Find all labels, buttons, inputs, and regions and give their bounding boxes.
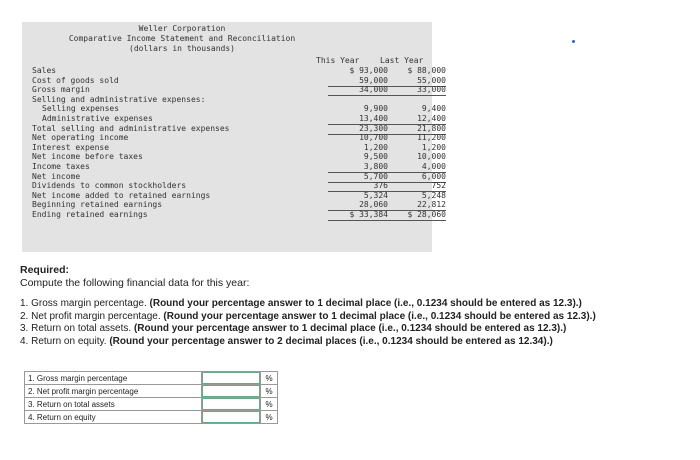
required-heading: Required:: [20, 264, 70, 276]
answer-cell: [202, 385, 261, 398]
row-label: Sales: [32, 66, 57, 75]
question-item: [20, 311, 596, 324]
value-this-year: 28,060: [328, 200, 388, 211]
value-this-year: 3,800: [328, 162, 388, 173]
answer-label: 4. Return on equity: [25, 411, 202, 424]
required-instruction: Compute the following financial data for this year:: [20, 277, 250, 289]
row-label: Net income before taxes: [32, 152, 143, 162]
value-last-year: 4,000: [386, 162, 446, 173]
statement-title: Comparative Income Statement and Reconciliation: [68, 34, 296, 43]
value-this-year: 1,200: [363, 142, 388, 152]
percent-unit: %: [261, 372, 278, 385]
value-last-year: 21,800: [386, 124, 446, 135]
answer-row: [25, 372, 278, 385]
answer-input[interactable]: [202, 385, 260, 397]
value-this-year: $ 33,384: [328, 210, 388, 221]
answer-row: [25, 385, 278, 398]
row-label: Net operating income: [32, 133, 129, 143]
value-last-year: 22,812: [386, 200, 446, 211]
statement-units: (dollars in thousands): [129, 44, 235, 53]
value-last-year: 1,200: [421, 142, 446, 152]
value-last-year: 9,400: [421, 104, 446, 114]
answer-label: 2. Net profit margin percentage: [25, 385, 202, 398]
row-label: Interest expense: [32, 142, 110, 152]
percent-unit: %: [261, 398, 278, 411]
value-last-year: 11,200: [417, 133, 446, 143]
question-text: 1. Gross margin percentage.: [20, 298, 150, 309]
percent-unit: %: [261, 411, 278, 424]
value-last-year: 12,400: [386, 114, 446, 125]
value-this-year: 9,500: [363, 152, 388, 162]
answer-input[interactable]: [202, 411, 260, 423]
row-label: Selling expenses: [42, 104, 120, 114]
question-text: 2. Net profit margin percentage.: [20, 310, 164, 322]
answer-input[interactable]: [202, 398, 260, 410]
question-rounding-note: (Round your percentage answer to 2 decimal places (i.e., 0.1234 should be entered as 12.34).): [109, 335, 553, 347]
required-section: [20, 264, 249, 290]
row-label: Beginning retained earnings: [32, 200, 163, 210]
value-last-year: 6,000: [386, 172, 446, 183]
question-item: [20, 336, 596, 349]
value-this-year: 10,700: [359, 133, 388, 143]
col-last-year-header: Last Year: [380, 56, 424, 65]
value-this-year: 23,300: [328, 124, 388, 135]
col-this-year-header: This Year: [316, 56, 360, 65]
question-rounding-note: (Round your percentage answer to 1 decimal place (i.e., 0.1234 should be entered as 12.3).): [149, 298, 582, 309]
answer-label: 3. Return on total assets: [25, 398, 202, 411]
row-label: Ending retained earnings: [32, 210, 148, 219]
question-rounding-note: (Round your percentage answer to 1 decimal place (i.e., 0.1234 should be entered as 12.3).): [133, 323, 567, 334]
percent-unit: %: [261, 385, 278, 398]
answer-cell: [202, 372, 261, 385]
answer-input[interactable]: [202, 372, 260, 384]
question-list: [20, 298, 596, 348]
value-last-year: 55,000: [386, 76, 446, 87]
row-label: Net income added to retained earnings: [32, 190, 211, 200]
value-this-year: 5,324: [363, 190, 388, 200]
question-text: 4. Return on equity.: [20, 335, 110, 347]
marker-dot: [572, 40, 575, 43]
company-name: Weller Corporation: [138, 24, 226, 33]
value-this-year: 9,900: [363, 104, 388, 114]
answer-row: [25, 398, 278, 411]
value-last-year: 10,000: [417, 152, 446, 162]
answer-cell: [202, 411, 261, 424]
row-label: Net income: [32, 171, 81, 181]
statement-header: [0, 22, 432, 54]
row-label: Selling and administrative expenses:: [32, 94, 206, 104]
row-label: Dividends to common stockholders: [32, 181, 187, 191]
question-text: 3. Return on total assets.: [20, 323, 134, 334]
answer-label: 1. Gross margin percentage: [25, 372, 202, 385]
question-item: [20, 298, 596, 311]
value-this-year: 59,000: [328, 76, 388, 87]
value-this-year: 34,000: [328, 85, 388, 96]
value-last-year: $ 88,000: [407, 66, 446, 75]
income-statement: [22, 22, 446, 252]
question-rounding-note: (Round your percentage answer to 1 decimal place (i.e., 0.1234 should be entered as 12.3).): [163, 310, 596, 322]
answer-row: [25, 411, 278, 424]
row-label: Income taxes: [32, 162, 90, 171]
value-this-year: 5,700: [328, 172, 388, 183]
row-label: Total selling and administrative expenses: [32, 123, 230, 133]
value-last-year: 5,248: [421, 190, 446, 200]
value-last-year: 33,000: [386, 85, 446, 96]
row-label: Gross margin: [32, 85, 90, 95]
value-this-year: 13,400: [328, 114, 388, 125]
answer-table: [24, 371, 278, 424]
value-last-year: 752: [386, 181, 446, 192]
answer-cell: [202, 398, 261, 411]
row-label: Administrative expenses: [42, 114, 153, 123]
value-this-year: $ 93,000: [349, 66, 388, 75]
value-last-year: $ 28,060: [386, 210, 446, 221]
question-item: [20, 323, 596, 336]
value-this-year: 376: [328, 181, 388, 192]
row-label: Cost of goods sold: [32, 75, 119, 85]
